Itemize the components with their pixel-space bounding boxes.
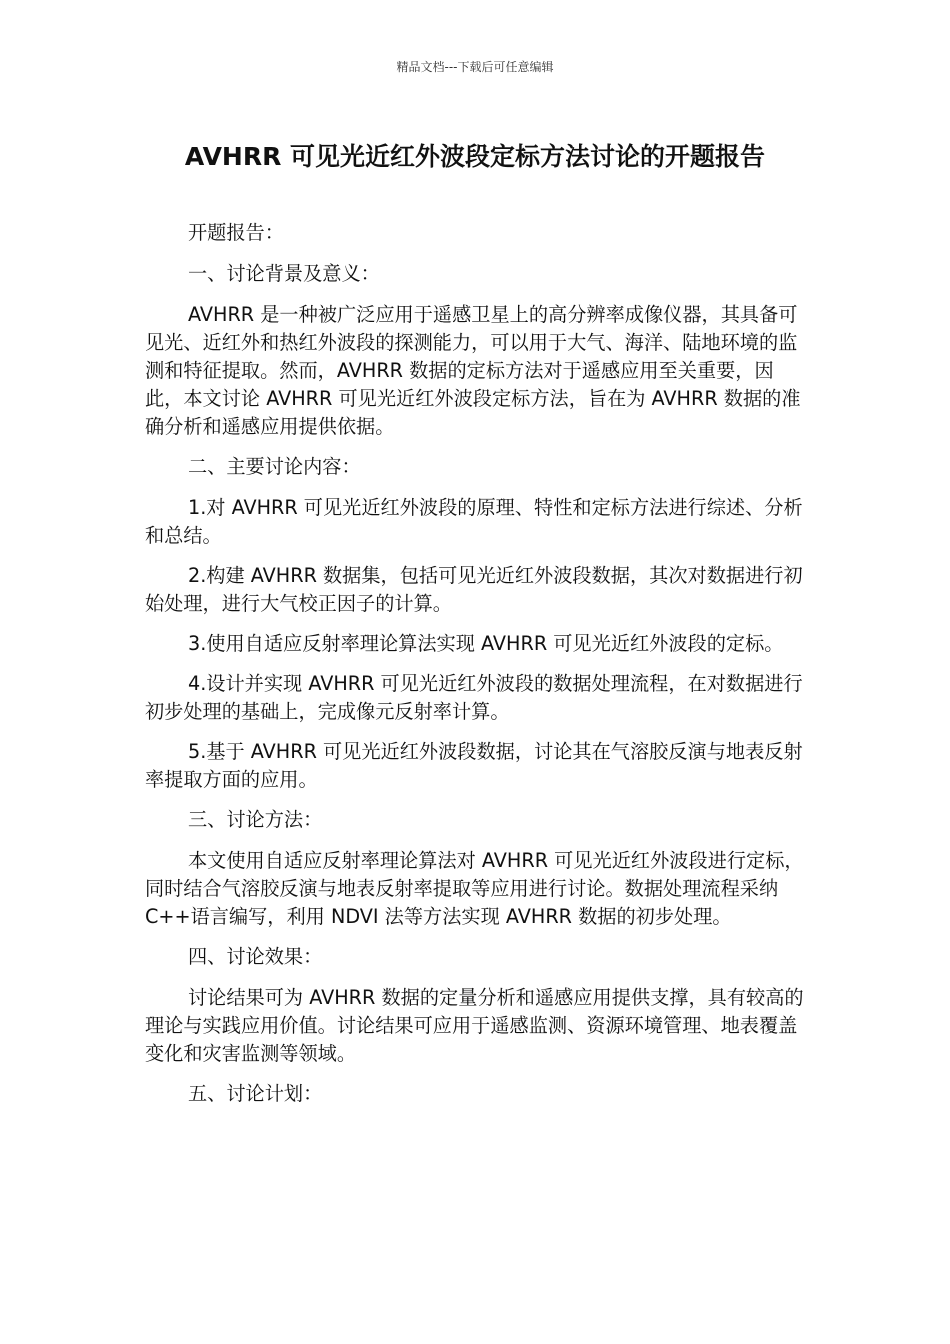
list-item-content-5: 5.基于 AVHRR 可见光近红外波段数据，讨论其在气溶胶反演与地表反射率提取方面的应用。	[145, 740, 803, 791]
section-heading-effect: 四、讨论效果：	[188, 945, 323, 968]
document-body	[145, 219, 809, 1121]
section-label-report: 开题报告：	[188, 221, 284, 244]
list-item-content-1: 1.对 AVHRR 可见光近红外波段的原理、特性和定标方法进行综述、分析和总结。	[145, 496, 803, 547]
list-item-content-3: 3.使用自适应反射率理论算法实现 AVHRR 可见光近红外波段的定标。	[188, 632, 784, 655]
paragraph-method: 本文使用自适应反射率理论算法对 AVHRR 可见光近红外波段进行定标，同时结合气溶胶反演与地表反射率提取等应用进行讨论。数据处理流程采纳 C++语言编写，利用 NDVI 法等方法实现 AVHRR 数据的初步处理。	[145, 849, 804, 928]
paragraph-effect: 讨论结果可为 AVHRR 数据的定量分析和遥感应用提供支撑，具有较高的理论与实践应用价值。讨论结果可应用于遥感监测、资源环境管理、地表覆盖变化和灾害监测等领域。	[145, 986, 804, 1065]
list-item-content-2: 2.构建 AVHRR 数据集，包括可见光近红外波段数据，其次对数据进行初始处理，进行大气校正因子的计算。	[145, 564, 803, 615]
page-header-note: 精品文档---下载后可任意编辑	[396, 60, 554, 74]
section-heading-method: 三、讨论方法：	[188, 808, 323, 831]
section-heading-background: 一、讨论背景及意义：	[188, 262, 380, 285]
paragraph-background: AVHRR 是一种被广泛应用于遥感卫星上的高分辨率成像仪器，其具备可见光、近红外和热红外波段的探测能力，可以用于大气、海洋、陆地环境的监测和特征提取。然而，AVHRR 数据的定标方法对于遥感应用至关重要，因此，本文讨论 AVHRR 可见光近红外波段定标方法，旨在为 AVHRR 数据的准确分析和遥感应用提供依据。	[145, 303, 801, 438]
section-heading-main-content: 二、主要讨论内容：	[188, 455, 361, 478]
document-title: AVHRR 可见光近红外波段定标方法讨论的开题报告	[184, 142, 766, 171]
list-item-content-4: 4.设计并实现 AVHRR 可见光近红外波段的数据处理流程，在对数据进行初步处理的基础上，完成像元反射率计算。	[145, 672, 803, 723]
section-heading-plan: 五、讨论计划：	[188, 1082, 323, 1105]
